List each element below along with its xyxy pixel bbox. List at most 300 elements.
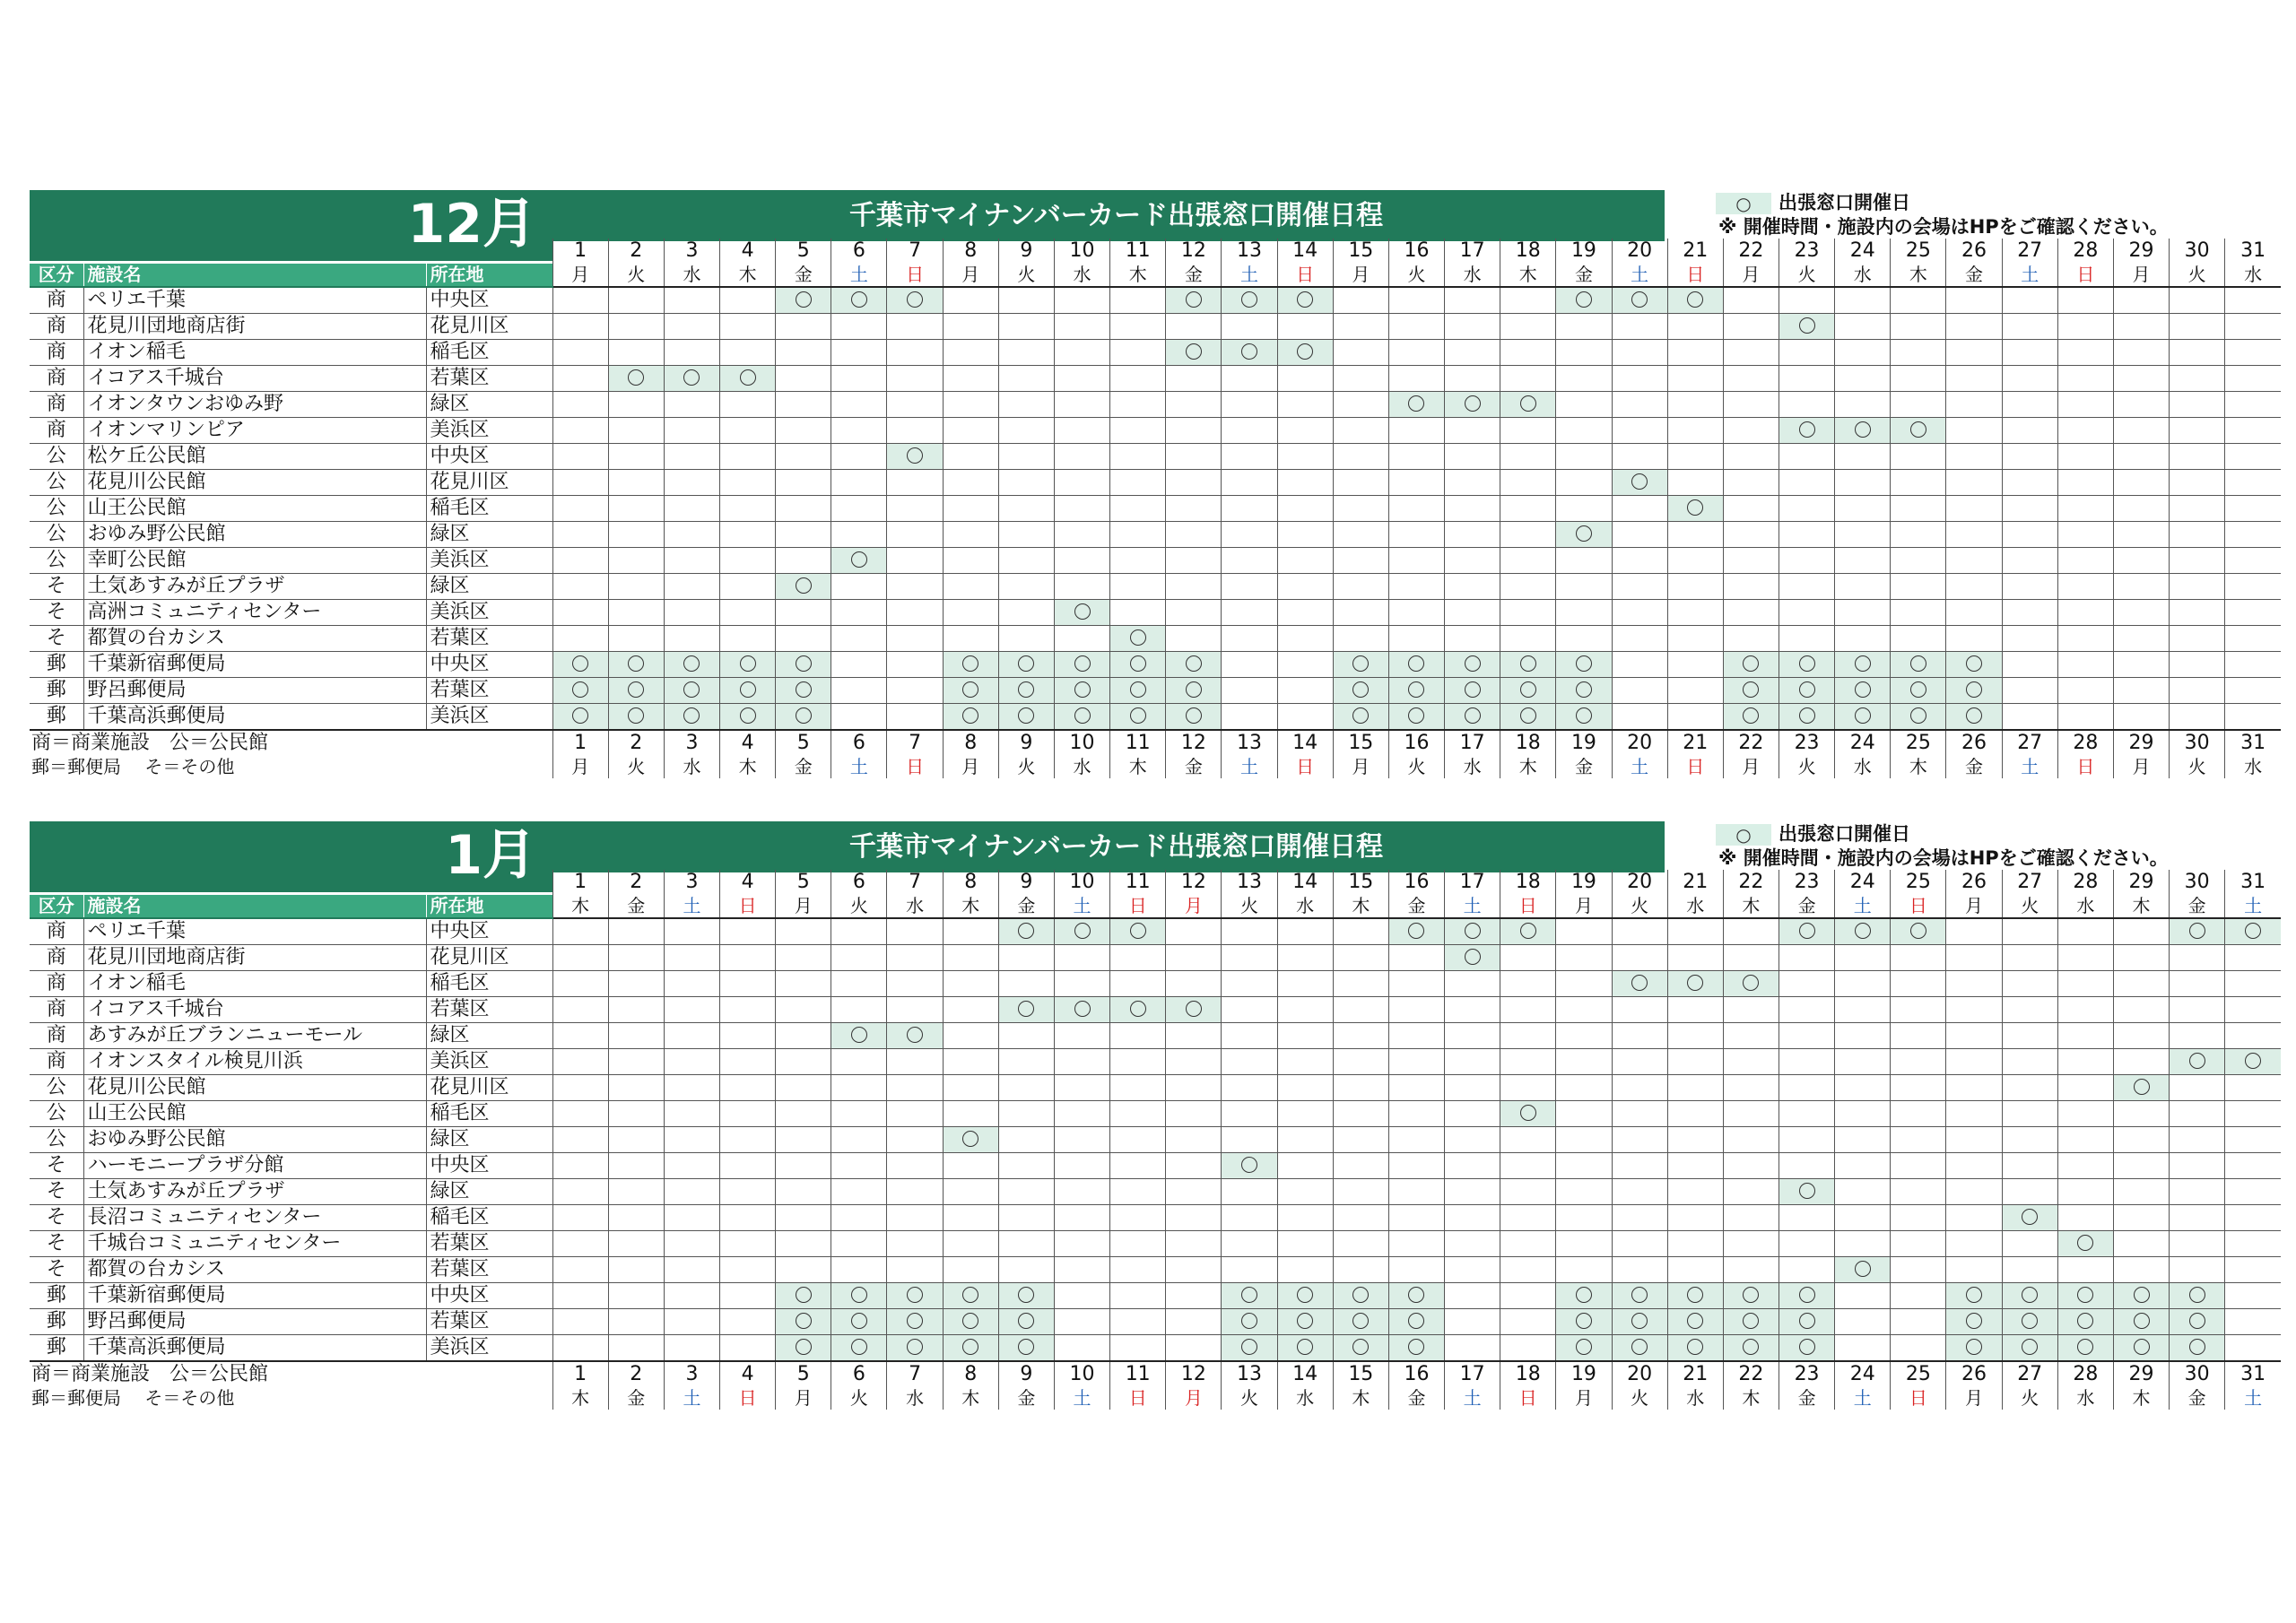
date-number: 16 — [1388, 870, 1444, 895]
facility-category: 郵 — [30, 652, 83, 678]
day-cell — [1166, 314, 1222, 340]
day-cell — [664, 548, 719, 574]
open-day-cell — [1277, 340, 1333, 366]
day-cell — [1835, 971, 1891, 997]
open-day-circle-icon — [851, 1287, 867, 1303]
day-cell — [1277, 1049, 1333, 1075]
day-cell — [1388, 470, 1444, 496]
open-day-cell — [1110, 626, 1166, 652]
open-day-circle-icon — [962, 655, 978, 672]
open-day-circle-icon — [1687, 291, 1703, 308]
day-cell — [1500, 1179, 1556, 1205]
legend-swatch: ○ — [1716, 824, 1771, 846]
day-cell — [1333, 945, 1388, 971]
day-cell — [1166, 1049, 1222, 1075]
day-cell — [1612, 945, 1667, 971]
day-cell — [1891, 1257, 1946, 1283]
open-day-circle-icon — [1130, 923, 1146, 939]
day-cell — [887, 418, 943, 444]
day-cell — [1779, 945, 1834, 971]
day-cell — [1667, 314, 1723, 340]
day-cell — [608, 1075, 664, 1101]
day-cell — [943, 918, 998, 945]
open-day-cell — [1054, 997, 1109, 1023]
weekday: 日 — [887, 264, 943, 287]
date-number: 6 — [831, 870, 887, 895]
facility-district: 花見川区 — [426, 1075, 552, 1101]
day-cell — [887, 340, 943, 366]
day-cell — [776, 418, 831, 444]
date-number: 10 — [1054, 239, 1109, 264]
facility-row — [30, 652, 2281, 678]
date-row-spacer — [30, 870, 552, 895]
day-cell — [1277, 1153, 1333, 1179]
weekday: 月 — [2113, 264, 2169, 287]
weekday: 土 — [1612, 756, 1667, 778]
day-cell — [1667, 918, 1723, 945]
open-day-circle-icon — [1687, 975, 1703, 991]
day-cell — [608, 997, 664, 1023]
day-cell — [831, 1075, 887, 1101]
day-cell — [1667, 1205, 1723, 1231]
facility-category: 商 — [30, 340, 83, 366]
day-cell — [1612, 1101, 1667, 1127]
day-cell — [664, 418, 719, 444]
facility-district: 稲毛区 — [426, 971, 552, 997]
schedule-title: 千葉市マイナンバーカード出張窓口開催日程 — [848, 831, 1384, 863]
day-cell — [664, 997, 719, 1023]
day-cell — [720, 945, 776, 971]
day-cell — [2225, 678, 2281, 704]
weekday: 火 — [1222, 895, 1277, 918]
open-day-circle-icon — [1241, 1157, 1257, 1173]
open-day-cell — [2057, 1335, 2113, 1362]
open-day-circle-icon — [1018, 655, 1034, 672]
day-cell — [1946, 496, 2002, 522]
date-number: 15 — [1333, 730, 1388, 756]
day-cell — [2225, 997, 2281, 1023]
day-cell — [1388, 548, 1444, 574]
open-day-cell — [1667, 496, 1723, 522]
weekday: 木 — [1723, 895, 1779, 918]
facility-category: 郵 — [30, 1283, 83, 1309]
weekday: 水 — [1054, 756, 1109, 778]
day-cell — [2057, 1153, 2113, 1179]
open-day-cell — [1779, 314, 1834, 340]
day-cell — [1723, 1101, 1779, 1127]
open-day-circle-icon — [962, 1287, 978, 1303]
open-day-circle-icon — [2022, 1313, 2038, 1329]
day-cell — [1723, 1179, 1779, 1205]
day-cell — [720, 626, 776, 652]
day-cell — [2170, 548, 2225, 574]
open-day-cell — [1946, 1335, 2002, 1362]
day-cell — [1333, 1205, 1388, 1231]
open-day-circle-icon — [796, 577, 812, 594]
day-cell — [2225, 971, 2281, 997]
weekday: 木 — [720, 756, 776, 778]
day-cell — [887, 600, 943, 626]
date-number: 19 — [1556, 1361, 1612, 1387]
day-cell — [1500, 1049, 1556, 1075]
day-cell — [831, 626, 887, 652]
day-cell — [1500, 548, 1556, 574]
open-day-cell — [776, 1283, 831, 1309]
facility-district: 美浜区 — [426, 548, 552, 574]
weekday-row-bottom — [30, 756, 2281, 778]
day-cell — [2057, 314, 2113, 340]
weekday: 日 — [1277, 264, 1333, 287]
day-cell — [1277, 1257, 1333, 1283]
day-cell — [1110, 340, 1166, 366]
day-cell — [1166, 971, 1222, 997]
open-day-cell — [1054, 600, 1109, 626]
day-cell — [2225, 1127, 2281, 1153]
open-day-cell — [1388, 678, 1444, 704]
day-cell — [1667, 340, 1723, 366]
day-cell — [998, 626, 1054, 652]
open-day-cell — [1556, 1335, 1612, 1362]
day-cell — [831, 444, 887, 470]
day-cell — [998, 600, 1054, 626]
facility-category: 商 — [30, 918, 83, 945]
weekday: 火 — [2002, 1387, 2057, 1410]
day-cell — [1500, 340, 1556, 366]
day-cell — [1222, 1075, 1277, 1101]
date-number: 17 — [1445, 239, 1500, 264]
day-cell — [776, 392, 831, 418]
day-cell — [1667, 418, 1723, 444]
open-day-circle-icon — [1074, 603, 1091, 620]
day-cell — [1723, 522, 1779, 548]
facility-name: 高洲コミュニティセンター — [83, 600, 426, 626]
day-cell — [1835, 1205, 1891, 1231]
day-cell — [608, 918, 664, 945]
day-cell — [1166, 626, 1222, 652]
day-cell — [831, 600, 887, 626]
legend-note: ※ 開催時間・施設内の会場はHPをご確認ください。 — [1718, 847, 2169, 869]
facility-category: 商 — [30, 1023, 83, 1049]
open-day-cell — [2113, 1075, 2169, 1101]
open-day-cell — [998, 678, 1054, 704]
day-cell — [1779, 1049, 1834, 1075]
facility-category: 商 — [30, 418, 83, 444]
day-cell — [2113, 1023, 2169, 1049]
day-cell — [2057, 1257, 2113, 1283]
column-header-district: 所在地 — [426, 264, 552, 287]
open-day-cell — [1500, 678, 1556, 704]
facility-name: 都賀の台カシス — [83, 626, 426, 652]
open-day-cell — [1388, 652, 1444, 678]
facility-category: 商 — [30, 997, 83, 1023]
open-day-cell — [1835, 418, 1891, 444]
open-day-cell — [1667, 1283, 1723, 1309]
day-cell — [2002, 1075, 2057, 1101]
weekday: 水 — [887, 895, 943, 918]
day-cell — [1612, 574, 1667, 600]
facility-district: 若葉区 — [426, 626, 552, 652]
day-cell — [608, 470, 664, 496]
facility-row — [30, 522, 2281, 548]
date-number: 8 — [943, 239, 998, 264]
day-cell — [1277, 600, 1333, 626]
day-cell — [1277, 1023, 1333, 1049]
weekday: 水 — [1667, 895, 1723, 918]
facility-row — [30, 600, 2281, 626]
day-cell — [2002, 997, 2057, 1023]
open-day-circle-icon — [1408, 395, 1424, 412]
day-cell — [608, 496, 664, 522]
day-cell — [1054, 1127, 1109, 1153]
day-cell — [1333, 574, 1388, 600]
day-cell — [1612, 1153, 1667, 1179]
day-cell — [831, 366, 887, 392]
weekday: 水 — [1835, 756, 1891, 778]
day-cell — [1667, 1127, 1723, 1153]
open-day-circle-icon — [1018, 1001, 1034, 1017]
open-day-circle-icon — [1465, 681, 1481, 698]
date-number: 28 — [2057, 239, 2113, 264]
open-day-cell — [1166, 287, 1222, 314]
open-day-cell — [2002, 1309, 2057, 1335]
open-day-circle-icon — [851, 1027, 867, 1043]
day-cell — [776, 340, 831, 366]
day-cell — [1835, 997, 1891, 1023]
day-cell — [1333, 1023, 1388, 1049]
day-cell — [2170, 1023, 2225, 1049]
day-cell — [720, 1127, 776, 1153]
day-cell — [1388, 522, 1444, 548]
date-number: 14 — [1277, 730, 1333, 756]
day-cell — [1891, 366, 1946, 392]
day-cell — [2225, 418, 2281, 444]
open-day-cell — [1388, 1283, 1444, 1309]
date-number: 30 — [2170, 1361, 2225, 1387]
weekday: 日 — [1891, 1387, 1946, 1410]
day-cell — [1723, 1023, 1779, 1049]
day-cell — [2113, 1231, 2169, 1257]
day-cell — [943, 496, 998, 522]
day-cell — [1445, 1283, 1500, 1309]
day-cell — [2057, 522, 2113, 548]
day-cell — [998, 1257, 1054, 1283]
day-cell — [1612, 392, 1667, 418]
day-cell — [664, 470, 719, 496]
day-cell — [998, 1205, 1054, 1231]
day-cell — [2225, 574, 2281, 600]
day-cell — [2113, 1179, 2169, 1205]
date-number: 29 — [2113, 870, 2169, 895]
open-day-cell — [552, 704, 608, 731]
schedule-title: 千葉市マイナンバーカード出張窓口開催日程 — [848, 200, 1384, 231]
day-cell — [1779, 1205, 1834, 1231]
day-cell — [1556, 1101, 1612, 1127]
day-cell — [998, 470, 1054, 496]
day-cell — [1556, 548, 1612, 574]
day-cell — [1500, 287, 1556, 314]
day-cell — [2002, 574, 2057, 600]
day-cell — [720, 997, 776, 1023]
day-cell — [1500, 470, 1556, 496]
day-cell — [1891, 1101, 1946, 1127]
day-cell — [664, 1205, 719, 1231]
weekday: 火 — [2002, 895, 2057, 918]
weekday: 水 — [664, 264, 719, 287]
day-cell — [1054, 1023, 1109, 1049]
day-cell — [1110, 1075, 1166, 1101]
open-day-circle-icon — [1966, 1339, 1982, 1355]
day-cell — [2225, 496, 2281, 522]
day-cell — [943, 1153, 998, 1179]
open-day-circle-icon — [851, 551, 867, 568]
open-day-circle-icon — [2077, 1313, 2093, 1329]
open-day-circle-icon — [1297, 1339, 1313, 1355]
day-cell — [2002, 704, 2057, 731]
day-cell — [1946, 340, 2002, 366]
day-cell — [1054, 340, 1109, 366]
day-cell — [998, 1101, 1054, 1127]
facility-row — [30, 470, 2281, 496]
day-cell — [720, 1205, 776, 1231]
open-day-cell — [1445, 945, 1500, 971]
day-cell — [608, 418, 664, 444]
open-day-cell — [1277, 1283, 1333, 1309]
weekday: 月 — [1946, 895, 2002, 918]
day-cell — [943, 392, 998, 418]
facility-district: 稲毛区 — [426, 1101, 552, 1127]
legend — [1716, 190, 2281, 241]
day-cell — [1445, 418, 1500, 444]
open-day-cell — [2113, 1283, 2169, 1309]
open-day-circle-icon — [2189, 923, 2205, 939]
facility-name: ハーモニープラザ分館 — [83, 1153, 426, 1179]
open-day-cell — [1277, 287, 1333, 314]
day-cell — [1556, 626, 1612, 652]
day-cell — [2002, 652, 2057, 678]
date-number: 3 — [664, 1361, 719, 1387]
day-cell — [1667, 522, 1723, 548]
day-cell — [1835, 1335, 1891, 1362]
facility-category: 公 — [30, 548, 83, 574]
day-cell — [2057, 704, 2113, 731]
date-number: 16 — [1388, 239, 1444, 264]
open-day-circle-icon — [907, 1313, 923, 1329]
day-cell — [1891, 971, 1946, 997]
open-day-cell — [1556, 652, 1612, 678]
open-day-circle-icon — [2077, 1287, 2093, 1303]
day-cell — [2113, 600, 2169, 626]
day-cell — [1835, 1101, 1891, 1127]
open-day-cell — [1779, 704, 1834, 731]
weekday: 金 — [608, 1387, 664, 1410]
open-day-circle-icon — [796, 1287, 812, 1303]
day-cell — [2002, 470, 2057, 496]
day-cell — [1946, 366, 2002, 392]
weekday: 日 — [1277, 756, 1333, 778]
day-cell — [1500, 971, 1556, 997]
day-cell — [943, 1075, 998, 1101]
open-day-cell — [1110, 704, 1166, 731]
open-day-circle-icon — [1520, 681, 1536, 698]
open-day-circle-icon — [1241, 291, 1257, 308]
facility-row — [30, 574, 2281, 600]
day-cell — [1054, 1049, 1109, 1075]
day-cell — [831, 652, 887, 678]
open-day-circle-icon — [1966, 707, 1982, 724]
day-cell — [1891, 1309, 1946, 1335]
date-number: 4 — [720, 239, 776, 264]
day-cell — [1445, 1309, 1500, 1335]
weekday: 火 — [2170, 756, 2225, 778]
open-day-cell — [1667, 971, 1723, 997]
open-day-circle-icon — [1966, 1313, 1982, 1329]
day-cell — [608, 1127, 664, 1153]
weekday: 水 — [2225, 756, 2281, 778]
open-day-circle-icon — [962, 1339, 978, 1355]
open-day-cell — [1333, 652, 1388, 678]
facility-name: イオンマリンピア — [83, 418, 426, 444]
date-number: 31 — [2225, 870, 2281, 895]
open-day-cell — [552, 678, 608, 704]
weekday: 月 — [943, 756, 998, 778]
day-cell — [664, 1231, 719, 1257]
day-cell — [1110, 366, 1166, 392]
day-cell — [1388, 945, 1444, 971]
day-cell — [2057, 418, 2113, 444]
weekday: 月 — [552, 756, 608, 778]
day-cell — [2002, 1153, 2057, 1179]
weekday: 土 — [2225, 1387, 2281, 1410]
schedule-table — [30, 870, 2281, 1410]
open-day-cell — [1723, 1335, 1779, 1362]
day-cell — [776, 1257, 831, 1283]
open-day-circle-icon — [1018, 1287, 1034, 1303]
day-cell — [664, 1283, 719, 1309]
day-cell — [1277, 366, 1333, 392]
date-number: 19 — [1556, 730, 1612, 756]
day-cell — [1388, 574, 1444, 600]
open-day-circle-icon — [1408, 681, 1424, 698]
column-header-district: 所在地 — [426, 895, 552, 918]
day-cell — [1946, 1179, 2002, 1205]
date-number: 5 — [776, 239, 831, 264]
day-cell — [1222, 1023, 1277, 1049]
day-cell — [552, 1283, 608, 1309]
day-cell — [552, 997, 608, 1023]
date-number: 6 — [831, 239, 887, 264]
day-cell — [1723, 600, 1779, 626]
open-day-circle-icon — [1855, 707, 1871, 724]
day-cell — [1667, 1023, 1723, 1049]
day-cell — [2002, 496, 2057, 522]
day-cell — [1222, 418, 1277, 444]
day-cell — [1946, 444, 2002, 470]
day-cell — [1277, 945, 1333, 971]
date-number: 24 — [1835, 870, 1891, 895]
day-cell — [1445, 1335, 1500, 1362]
day-cell — [1222, 1231, 1277, 1257]
day-cell — [664, 971, 719, 997]
date-number: 21 — [1667, 239, 1723, 264]
day-cell — [2057, 1075, 2113, 1101]
open-day-cell — [887, 1309, 943, 1335]
date-number: 7 — [887, 239, 943, 264]
weekday: 日 — [720, 1387, 776, 1410]
open-day-circle-icon — [1130, 1001, 1146, 1017]
day-cell — [1277, 548, 1333, 574]
day-cell — [1891, 1283, 1946, 1309]
facility-district: 緑区 — [426, 574, 552, 600]
